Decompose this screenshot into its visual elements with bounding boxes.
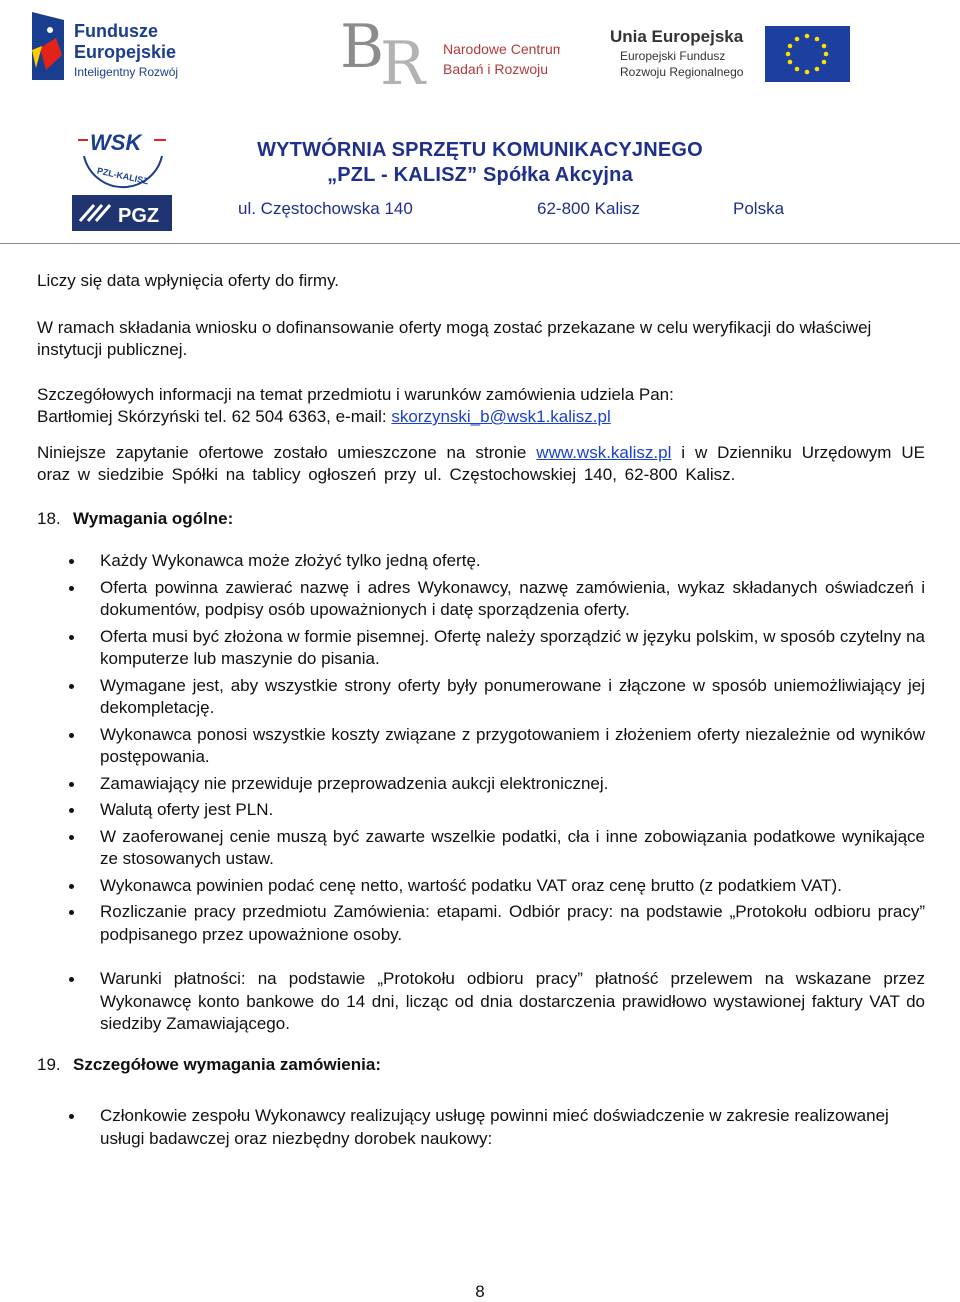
section-19-number: 19. — [37, 1054, 61, 1074]
wsk-logo — [78, 118, 168, 190]
section-18-heading — [37, 508, 925, 531]
ncbr-mark-icon — [340, 12, 560, 97]
paragraph-publication — [37, 442, 925, 487]
fundusze-europejskie-logo — [26, 10, 216, 85]
contact-email-link[interactable]: skorzynski_b@wsk1.kalisz.pl — [391, 407, 611, 426]
fe-flag-icon — [26, 10, 216, 85]
section-19-title: Szczegółowe wymagania zamówienia: — [73, 1054, 381, 1074]
company-header — [0, 100, 960, 245]
svg-text:PZL-KALISZ: PZL-KALISZ — [96, 165, 150, 187]
svg-text:Narodowe Centrum: Narodowe Centrum — [443, 41, 560, 57]
list-item: Rozliczanie pracy przedmiotu Zamówienia: etapami. Odbiór pracy: na podstawie „Protokołu odbioru pracy” podpisanego przez upoważnione osoby. — [37, 901, 925, 946]
website-link[interactable]: www.wsk.kalisz.pl — [536, 442, 672, 462]
svg-text:R: R — [380, 29, 426, 97]
page-number: 8 — [475, 1282, 485, 1301]
list-item: Oferta musi być złożona w formie pisemnej. Ofertę należy sporządzić w języku polskim, w sposób czytelny na komputerze lub maszynie do pisania. — [37, 626, 925, 671]
paragraph-funding: W ramach składania wniosku o dofinansowanie oferty mogą zostać przekazane w celu weryfikacji do właściwej instytucji publicznej. — [37, 317, 872, 359]
svg-text:Badań i Rozwoju: Badań i Rozwoju — [443, 61, 549, 77]
contact-line2: Bartłomiej Skórzyński tel. 62 504 6363, e-mail: — [37, 407, 392, 426]
company-country: Polska — [733, 199, 785, 218]
section-18-list — [37, 550, 925, 1036]
list-item: Zamawiający nie przewiduje przeprowadzenia aukcji elektronicznej. — [37, 773, 925, 796]
list-item: Każdy Wykonawca może złożyć tylko jedną ofertę. — [37, 550, 925, 573]
svg-text:Unia Europejska: Unia Europejska — [610, 27, 744, 46]
section-18-number: 18. — [37, 508, 61, 528]
svg-text:Fundusze: Fundusze — [74, 21, 158, 41]
list-item: Oferta powinna zawierać nazwę i adres Wykonawcy, nazwę zamówienia, wykaz składanych oświadczeń i dokumentów, podpisy osób upoważnionych i datę sporządzenia oferty. — [37, 577, 925, 622]
section-19-list — [37, 1105, 925, 1150]
publication-text-pre: Niniejsze zapytanie ofertowe zostało umieszczone na stronie — [37, 442, 537, 462]
list-item: Walutą oferty jest PLN. — [37, 799, 925, 822]
pgz-mark-icon — [72, 195, 172, 231]
ncbr-logo — [340, 12, 560, 97]
list-item: Wykonawca ponosi wszystkie koszty związane z przygotowaniem i złożeniem oferty niezależnie od wyników postępowania. — [37, 724, 925, 769]
header-divider — [0, 243, 960, 244]
wsk-mark-icon — [78, 118, 168, 190]
logo-bar — [0, 0, 960, 100]
list-item: Wykonawca powinien podać cenę netto, wartość podatku VAT oraz cenę brutto (z podatkiem VAT). — [37, 875, 925, 898]
list-item: W zaoferowanej cenie muszą być zawarte wszelkie podatki, cła i inne zobowiązania podatkowe wynikające ze stosowanych ustaw. — [37, 826, 925, 871]
list-item: Wymagane jest, aby wszystkie strony oferty były ponumerowane i złączone w sposób uniemożliwiający jej dekompletację. — [37, 675, 925, 720]
svg-text:Inteligentny Rozwój: Inteligentny Rozwój — [74, 65, 179, 79]
list-item: Warunki płatności: na podstawie „Protokołu odbioru pracy” płatność przelewem na wskazane przez Wykonawcę konto bankowe do 14 dni, licząc od dnia dostarczenia prawidłowo wystawionej faktury VAT do siedziby Zamawiającego. — [37, 968, 925, 1036]
svg-text:Europejskie: Europejskie — [74, 42, 177, 62]
pgz-logo — [72, 195, 172, 231]
section-18-title: Wymagania ogólne: — [73, 508, 234, 528]
publication-text-post: i w Dzienniku Urzędowym UE oraz w siedzibie Spółki na tablicy ogłoszeń przy ul. Częstochowskiej 140, 62-800 Kalisz. — [37, 442, 925, 484]
svg-text:WSK: WSK — [90, 130, 142, 155]
svg-text:Rozwoju Regionalnego: Rozwoju Regionalnego — [620, 65, 744, 79]
company-name-line1: WYTWÓRNIA SPRZĘTU KOMUNIKACYJNEGO — [257, 139, 703, 161]
svg-text:Europejski Fundusz: Europejski Fundusz — [620, 49, 726, 63]
svg-text:PGZ: PGZ — [118, 205, 160, 227]
unia-europejska-logo — [610, 22, 855, 87]
eu-flag-icon — [610, 22, 855, 87]
paragraph-offer-date: Liczy się data wpłynięcia oferty do firmy. — [37, 271, 340, 290]
document-body — [37, 270, 925, 1154]
svg-text:B: B — [340, 12, 385, 82]
company-street: ul. Częstochowska 140 — [238, 199, 413, 218]
company-name-line2: „PZL - KALISZ” Spółka Akcyjna — [327, 164, 633, 186]
contact-line1: Szczegółowych informacji na temat przedmiotu i warunków zamówienia udziela Pan: — [37, 384, 674, 404]
section-19-heading — [37, 1054, 925, 1077]
list-item: Członkowie zespołu Wykonawcy realizujący usługę powinni mieć doświadczenie w zakresie realizowanej usługi badawczej oraz niezbędny dorobek naukowy: — [37, 1105, 925, 1150]
company-city: 62-800 Kalisz — [537, 199, 641, 218]
paragraph-contact — [37, 384, 925, 429]
